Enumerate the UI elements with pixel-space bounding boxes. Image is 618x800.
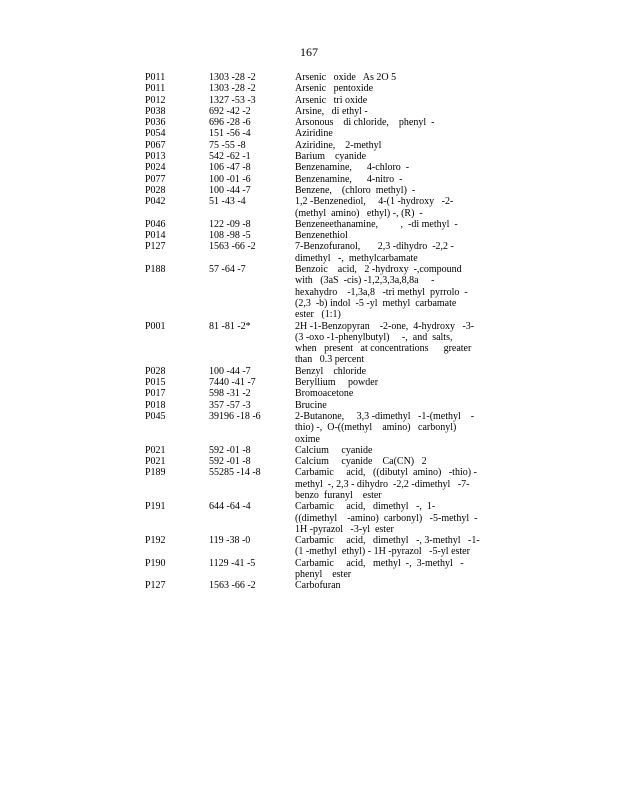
substance-name-line: Arsenic oxide As 2O 5 bbox=[295, 72, 397, 83]
substance-name-line: Benzeneethanamine, , -di methyl - bbox=[295, 218, 458, 230]
table-row bbox=[145, 558, 485, 581]
hazardous-waste-code: P011 bbox=[145, 83, 166, 95]
cas-number: 592 -01 -8 bbox=[209, 444, 251, 456]
substance-name-line: Arsonous di chloride, phenyl - bbox=[295, 117, 435, 129]
cas-number: 75 -55 -8 bbox=[209, 139, 246, 151]
cas-number: 542 -62 -1 bbox=[209, 151, 251, 163]
hazardous-waste-code: P045 bbox=[145, 410, 166, 422]
substance-name-line: Benzenethiol bbox=[295, 230, 348, 242]
hazardous-waste-code: P190 bbox=[145, 557, 166, 569]
cas-number: 151 -56 -4 bbox=[209, 128, 251, 140]
substance-name-line: ((dimethyl -amino) carbonyl) -5-methyl - bbox=[295, 512, 478, 524]
substance-name-line: Calcium cyanide bbox=[295, 444, 373, 456]
cas-number: 357 -57 -3 bbox=[209, 399, 251, 411]
cas-number: 1303 -28 -2 bbox=[209, 72, 256, 83]
substance-name bbox=[295, 83, 485, 94]
cas-number: 1563 -66 -2 bbox=[209, 241, 256, 253]
table-row bbox=[145, 140, 485, 151]
substance-name-line: 7-Benzofuranol, 2,3 -dihydro -2,2 - bbox=[295, 241, 454, 253]
substance-name-line: oxime bbox=[295, 433, 320, 445]
table-row bbox=[145, 128, 485, 139]
substance-name-line: Benzoic acid, 2 -hydroxy -,compound bbox=[295, 264, 462, 276]
substance-name-line: Calcium cyanide Ca(CN) 2 bbox=[295, 456, 427, 468]
table-row bbox=[145, 264, 485, 320]
substance-name-line: Benzyl chloride bbox=[295, 365, 367, 377]
hazardous-waste-code: P001 bbox=[145, 320, 166, 332]
substance-name bbox=[295, 377, 485, 388]
substance-name bbox=[295, 72, 485, 83]
substance-name bbox=[295, 456, 485, 467]
hazardous-waste-code: P014 bbox=[145, 230, 166, 242]
hazardous-waste-code: P021 bbox=[145, 444, 166, 456]
table-row bbox=[145, 241, 485, 264]
table-row bbox=[145, 377, 485, 388]
hazardous-waste-code: P188 bbox=[145, 264, 166, 276]
substance-name bbox=[295, 196, 485, 219]
table-row bbox=[145, 321, 485, 366]
hazardous-waste-code: P054 bbox=[145, 128, 166, 140]
substance-name-line: (2,3 -b) indol -5 -yl methyl carbamate bbox=[295, 297, 457, 309]
substance-name-line: Carbamic acid, dimethyl -, 3-methyl -1- bbox=[295, 535, 480, 547]
table-row bbox=[145, 95, 485, 106]
cas-number: 108 -98 -5 bbox=[209, 230, 251, 242]
hazardous-waste-code: P017 bbox=[145, 388, 166, 400]
table-row bbox=[145, 445, 485, 456]
substance-name bbox=[295, 445, 485, 456]
substance-name-line: 1,2 -Benzenediol, 4-(1 -hydroxy -2- bbox=[295, 196, 454, 208]
substance-name-line: Arsenic pentoxide bbox=[295, 83, 374, 95]
substance-name-line: Carbamic acid, methyl -, 3-methyl - bbox=[295, 557, 464, 569]
table-row bbox=[145, 174, 485, 185]
substance-name bbox=[295, 140, 485, 151]
hazardous-waste-code: P077 bbox=[145, 173, 166, 185]
substance-name bbox=[295, 411, 485, 445]
substance-name bbox=[295, 185, 485, 196]
substance-name bbox=[295, 230, 485, 241]
substance-name bbox=[295, 467, 485, 501]
hazardous-waste-code: P011 bbox=[145, 72, 166, 83]
cas-number: 1327 -53 -3 bbox=[209, 94, 256, 106]
substance-name bbox=[295, 162, 485, 173]
substance-name-line: thio) -, O-((methyl amino) carbonyl) bbox=[295, 422, 457, 434]
cas-number: 598 -31 -2 bbox=[209, 388, 251, 400]
cas-number: 51 -43 -4 bbox=[209, 196, 246, 208]
cas-number: 1563 -66 -2 bbox=[209, 580, 256, 592]
cas-number: 1303 -28 -2 bbox=[209, 83, 256, 95]
substance-name bbox=[295, 219, 485, 230]
hazardous-waste-code: P012 bbox=[145, 94, 166, 106]
substance-name bbox=[295, 264, 485, 320]
substance-name-line: Barium cyanide bbox=[295, 151, 367, 163]
substance-name-line: Arsenic tri oxide bbox=[295, 94, 368, 106]
hazardous-waste-code: P028 bbox=[145, 184, 166, 196]
substance-name-line: Aziridine bbox=[295, 128, 333, 140]
substance-name-line: ester (1:1) bbox=[295, 309, 341, 321]
substance-name bbox=[295, 174, 485, 185]
substance-name-line: Carbamic acid, ((dibutyl amino) -thio) - bbox=[295, 467, 477, 479]
hazardous-waste-code: P192 bbox=[145, 535, 166, 547]
substance-name-line: 1H -pyrazol -3-yl ester bbox=[295, 523, 394, 535]
substance-name-line: hexahydro -1,3a,8 -tri methyl pyrrolo - bbox=[295, 286, 468, 298]
hazardous-waste-code: P067 bbox=[145, 139, 166, 151]
table-row bbox=[145, 117, 485, 128]
substance-name-line: benzo furanyl ester bbox=[295, 489, 382, 501]
substance-name bbox=[295, 241, 485, 264]
table-row bbox=[145, 196, 485, 219]
substance-name bbox=[295, 558, 485, 581]
cas-number: 39196 -18 -6 bbox=[209, 410, 261, 422]
substance-name-line: phenyl ester bbox=[295, 569, 352, 581]
hazardous-waste-code: P021 bbox=[145, 456, 166, 468]
substance-name bbox=[295, 388, 485, 399]
substance-name bbox=[295, 580, 485, 591]
substance-name bbox=[295, 106, 485, 117]
cas-number: 692 -42 -2 bbox=[209, 105, 251, 117]
substance-name-line: Arsine, di ethyl - bbox=[295, 105, 368, 117]
page-number: 167 bbox=[300, 45, 318, 59]
table-row bbox=[145, 366, 485, 377]
substance-name-line: 2-Butanone, 3,3 -dimethyl -1-(methyl - bbox=[295, 410, 475, 422]
table-row bbox=[145, 501, 485, 535]
substance-name bbox=[295, 321, 485, 366]
substance-name-line: than 0.3 percent bbox=[295, 354, 365, 366]
cas-number: 7440 -41 -7 bbox=[209, 377, 256, 389]
substance-name-line: (3 -oxo -1-phenylbutyl) -, and salts, bbox=[295, 331, 453, 343]
substance-name-line: when present at concentrations greater bbox=[295, 343, 472, 355]
substance-name bbox=[295, 535, 485, 558]
substance-name-line: Bromoacetone bbox=[295, 388, 354, 400]
cas-number: 100 -44 -7 bbox=[209, 365, 251, 377]
substance-name bbox=[295, 151, 485, 162]
substance-name-line: Benzenamine, 4-nitro - bbox=[295, 173, 403, 185]
hazardous-waste-code: P024 bbox=[145, 162, 166, 174]
cas-number: 592 -01 -8 bbox=[209, 456, 251, 468]
cas-number: 119 -38 -0 bbox=[209, 535, 251, 547]
hazardous-waste-code: P046 bbox=[145, 218, 166, 230]
table-row bbox=[145, 580, 485, 591]
table-row bbox=[145, 162, 485, 173]
hazardous-waste-code: P127 bbox=[145, 580, 166, 592]
table-row bbox=[145, 185, 485, 196]
substance-name bbox=[295, 128, 485, 139]
substance-name bbox=[295, 117, 485, 128]
substance-name-line: Benzene, (chloro methyl) - bbox=[295, 184, 416, 196]
cas-number: 122 -09 -8 bbox=[209, 218, 251, 230]
hazardous-waste-code: P127 bbox=[145, 241, 166, 253]
substance-name-line: with (3aS -cis) -1,2,3,3a,8,8a - bbox=[295, 275, 435, 287]
substance-name-line: Carbamic acid, dimethyl -, 1- bbox=[295, 501, 436, 513]
substance-name-line: 2H -1-Benzopyran -2-one, 4-hydroxy -3- bbox=[295, 320, 475, 332]
hazardous-waste-code: P042 bbox=[145, 196, 166, 208]
substance-name-line: (methyl amino) ethyl) -, (R) - bbox=[295, 207, 423, 219]
hazardous-waste-code: P015 bbox=[145, 377, 166, 389]
table-row bbox=[145, 72, 485, 83]
substance-name-line: Benzenamine, 4-chloro - bbox=[295, 162, 410, 174]
hazardous-chemicals-table bbox=[145, 72, 485, 592]
substance-name bbox=[295, 400, 485, 411]
substance-name bbox=[295, 95, 485, 106]
hazardous-waste-code: P018 bbox=[145, 399, 166, 411]
substance-name-line: Brucine bbox=[295, 399, 327, 411]
cas-number: 1129 -41 -5 bbox=[209, 557, 256, 569]
cas-number: 696 -28 -6 bbox=[209, 117, 251, 129]
substance-name-line: Aziridine, 2-methyl bbox=[295, 139, 382, 151]
table-row bbox=[145, 219, 485, 230]
cas-number: 100 -44 -7 bbox=[209, 184, 251, 196]
hazardous-waste-code: P189 bbox=[145, 467, 166, 479]
substance-name-line: dimethyl -, methylcarbamate bbox=[295, 252, 418, 264]
table-row bbox=[145, 151, 485, 162]
table-row bbox=[145, 83, 485, 94]
hazardous-waste-code: P013 bbox=[145, 151, 166, 163]
cas-number: 644 -64 -4 bbox=[209, 501, 251, 513]
substance-name bbox=[295, 366, 485, 377]
table-row bbox=[145, 230, 485, 241]
hazardous-waste-code: P036 bbox=[145, 117, 166, 129]
table-row bbox=[145, 411, 485, 445]
table-row bbox=[145, 400, 485, 411]
substance-name-line: methyl -, 2,3 - dihydro -2,2 -dimethyl -7- bbox=[295, 478, 470, 490]
table-row bbox=[145, 106, 485, 117]
table-row bbox=[145, 456, 485, 467]
hazardous-waste-code: P028 bbox=[145, 365, 166, 377]
substance-name bbox=[295, 501, 485, 535]
substance-name-line: (1 -methyl ethyl) - 1H -pyrazol -5-yl ester bbox=[295, 546, 470, 558]
substance-name-line: Beryllium powder bbox=[295, 377, 379, 389]
cas-number: 55285 -14 -8 bbox=[209, 467, 261, 479]
table-row bbox=[145, 467, 485, 501]
cas-number: 100 -01 -6 bbox=[209, 173, 251, 185]
cas-number: 106 -47 -8 bbox=[209, 162, 251, 174]
hazardous-waste-code: P038 bbox=[145, 105, 166, 117]
cas-number: 81 -81 -2* bbox=[209, 320, 251, 332]
table-row bbox=[145, 535, 485, 558]
cas-number: 57 -64 -7 bbox=[209, 264, 246, 276]
hazardous-waste-code: P191 bbox=[145, 501, 166, 513]
table-row bbox=[145, 388, 485, 399]
substance-name-line: Carbofuran bbox=[295, 580, 341, 592]
